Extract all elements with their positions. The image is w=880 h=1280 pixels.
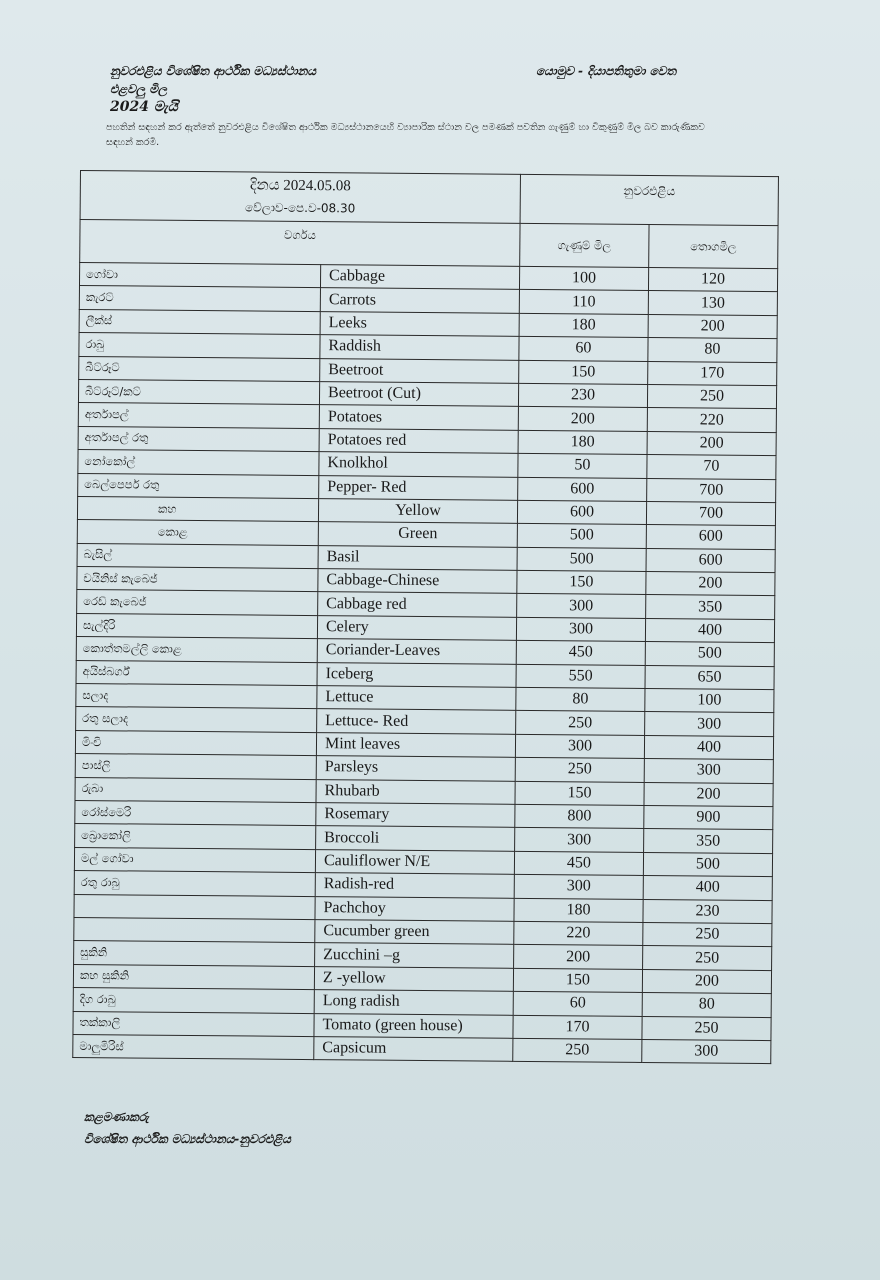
wholesale-price-cell: 300: [645, 712, 774, 737]
buy-price-cell: 110: [519, 290, 648, 315]
vegetable-name-english: Rhubarb: [316, 779, 515, 804]
buy-price-cell: 50: [518, 453, 647, 478]
vegetable-name-sinhala: කහ සුකිනි: [73, 964, 314, 989]
wholesale-price-cell: 250: [643, 946, 772, 971]
wholesale-price-cell: 500: [645, 642, 774, 667]
date-time-cell: [80, 171, 520, 224]
buy-price-cell: 600: [517, 500, 646, 525]
wholesale-price-cell: 400: [645, 618, 774, 643]
vegetable-name-english: Radish-red: [315, 873, 514, 898]
buy-price-cell: 200: [518, 407, 647, 432]
vegetable-name-english: Rosemary: [316, 803, 515, 828]
vegetable-name-english: Long radish: [314, 990, 513, 1015]
wholesale-price-cell: 700: [647, 478, 776, 503]
vegetable-name-sinhala: කහ: [77, 496, 318, 521]
vegetable-name-sinhala: බීට්රූට්: [79, 356, 320, 381]
buy-price-cell: 150: [519, 360, 648, 385]
vegetable-name-sinhala: නෝකෝල්: [78, 450, 319, 475]
wholesale-price-cell: 350: [646, 595, 775, 620]
vegetable-name-sinhala: රාබු: [79, 333, 320, 358]
vegetable-name-english: Yellow: [318, 499, 517, 524]
vegetable-name-english: Raddish: [320, 335, 519, 360]
wholesale-price-cell: 70: [647, 455, 776, 480]
wholesale-price-cell: 650: [645, 665, 774, 690]
report-time: වේලාව-පෙ.ව-08.30: [244, 200, 356, 216]
vegetable-name-english: Pepper- Red: [319, 475, 518, 500]
vegetable-name-english: Lettuce- Red: [317, 709, 516, 734]
buy-price-cell: 450: [514, 851, 643, 876]
buy-price-cell: 60: [519, 337, 648, 362]
vegetable-name-sinhala: බීට්රූට්/කට්: [78, 379, 319, 404]
vegetable-name-sinhala: කැරට්: [79, 286, 320, 311]
vegetable-name-sinhala: අර්තාපල්: [78, 403, 319, 428]
buy-price-cell: 250: [513, 1038, 642, 1063]
wholesale-price-cell: 80: [648, 338, 777, 363]
vegetable-name-sinhala: මිංචි: [75, 730, 316, 755]
vegetable-name-english: Cabbage: [320, 265, 519, 290]
vegetable-name-english: Beetroot: [320, 358, 519, 383]
header-block: [110, 62, 316, 116]
vegetable-name-english: Parsleys: [316, 756, 515, 781]
wholesale-price-cell: 200: [647, 431, 776, 456]
buy-price-cell: 150: [515, 781, 644, 806]
vegetable-name-english: Pachchoy: [315, 896, 514, 921]
buy-price-cell: 150: [517, 570, 646, 595]
vegetable-name-sinhala: සුකිනි: [74, 941, 315, 966]
document-subtitle: එළවලු මිල: [110, 82, 168, 96]
location-header: නුවරඑළිය: [520, 174, 778, 225]
vegetable-name-sinhala: රෙඩ් කැබෙජ්: [77, 590, 318, 615]
wholesale-price-cell: 600: [646, 548, 775, 573]
buy-price-cell: 300: [517, 594, 646, 619]
vegetable-name-sinhala: බැසිල්: [77, 543, 318, 568]
vegetable-name-sinhala: [74, 894, 315, 919]
wholesale-price-header: තොගමිල: [649, 224, 778, 268]
wholesale-price-cell: 80: [642, 993, 771, 1018]
vegetable-name-sinhala: බ්‍රොකෝලි: [75, 824, 316, 849]
buy-price-cell: 150: [513, 968, 642, 993]
wholesale-price-cell: 350: [644, 829, 773, 854]
vegetable-name-english: Celery: [317, 615, 516, 640]
wholesale-price-cell: 200: [646, 572, 775, 597]
table-subheader-row: [80, 220, 778, 269]
buy-price-cell: 600: [518, 477, 647, 502]
wholesale-price-cell: 500: [643, 852, 772, 877]
vegetable-name-english: Basil: [318, 545, 517, 570]
vegetable-name-english: Coriander-Leaves: [317, 639, 516, 664]
wholesale-price-cell: 400: [643, 876, 772, 901]
vegetable-name-sinhala: දිග රාබු: [73, 988, 314, 1013]
buy-price-cell: 60: [513, 991, 642, 1016]
vegetable-name-sinhala: චයිනිස් කැබෙජ්: [77, 567, 318, 592]
buy-price-cell: 500: [517, 547, 646, 572]
vegetable-name-sinhala: ලීක්ස්: [79, 309, 320, 334]
category-header: වර්ගය: [80, 220, 520, 267]
buy-price-cell: 450: [516, 641, 645, 666]
vegetable-name-sinhala: රතු රාබු: [74, 871, 315, 896]
buy-price-cell: 300: [514, 874, 643, 899]
buy-price-cell: 80: [516, 687, 645, 712]
report-period: 2024 මැයි: [110, 99, 178, 115]
wholesale-price-cell: 400: [644, 735, 773, 760]
buy-price-cell: 100: [519, 266, 648, 291]
wholesale-price-cell: 130: [648, 291, 777, 316]
vegetable-name-sinhala: තක්කාලි: [73, 1011, 314, 1036]
vegetable-name-english: Lettuce: [317, 686, 516, 711]
wholesale-price-cell: 230: [643, 899, 772, 924]
buy-price-cell: 200: [514, 945, 643, 970]
vegetable-name-english: Z -yellow: [314, 966, 513, 991]
buy-price-cell: 300: [515, 734, 644, 759]
vegetable-name-english: Carrots: [320, 288, 519, 313]
vegetable-name-english: Mint leaves: [316, 732, 515, 757]
table-row: [73, 1034, 771, 1063]
wholesale-price-cell: 200: [642, 969, 771, 994]
vegetable-name-sinhala: මාලුමිරිස්: [73, 1034, 314, 1059]
wholesale-price-cell: 200: [644, 782, 773, 807]
vegetable-name-sinhala: අයිස්බර්ග්: [76, 660, 317, 685]
wholesale-price-cell: 220: [647, 408, 776, 433]
wholesale-price-cell: 100: [645, 688, 774, 713]
buy-price-cell: 500: [517, 524, 646, 549]
vegetable-name-english: Cucumber green: [315, 920, 514, 945]
buy-price-cell: 230: [518, 383, 647, 408]
vegetable-name-english: Tomato (green house): [314, 1013, 513, 1038]
buy-price-header: ගැණුම් මිල: [520, 223, 649, 267]
wholesale-price-cell: 900: [644, 805, 773, 830]
wholesale-price-cell: 250: [642, 1016, 771, 1041]
report-date: දිනය 2024.05.08: [249, 177, 351, 195]
buy-price-cell: 220: [514, 921, 643, 946]
vegetable-name-english: Zucchini –g: [315, 943, 514, 968]
vegetable-name-english: Cabbage-Chinese: [318, 569, 517, 594]
buy-price-cell: 180: [518, 430, 647, 455]
vegetable-name-sinhala: සලාද: [76, 684, 317, 709]
vegetable-name-sinhala: රෝස්මෙරි: [75, 800, 316, 825]
signatory-institution: විශේෂිත ආර්ථික මධ්‍යස්ථානය-නුවරඑළිය: [84, 1132, 291, 1146]
buy-price-cell: 180: [519, 313, 648, 338]
buy-price-cell: 250: [516, 711, 645, 736]
wholesale-price-cell: 700: [646, 501, 775, 526]
vegetable-name-english: Green: [318, 522, 517, 547]
table-header-row: [80, 171, 778, 226]
wholesale-price-cell: 600: [646, 525, 775, 550]
vegetable-name-english: Cauliflower N/E: [315, 849, 514, 874]
price-table: [72, 170, 779, 1064]
vegetable-name-sinhala: පාස්ලි: [75, 754, 316, 779]
wholesale-price-cell: 250: [643, 922, 772, 947]
vegetable-name-sinhala: රතු සලාද: [76, 707, 317, 732]
vegetable-name-english: Leeks: [320, 311, 519, 336]
vegetable-name-english: Cabbage red: [318, 592, 517, 617]
vegetable-name-sinhala: [74, 917, 315, 942]
vegetable-name-english: Potatoes: [319, 405, 518, 430]
wholesale-price-cell: 250: [647, 384, 776, 409]
vegetable-name-english: Capsicum: [314, 1036, 513, 1061]
buy-price-cell: 180: [514, 898, 643, 923]
vegetable-name-sinhala: සැල්දිරි: [76, 613, 317, 638]
signature-block: [84, 1106, 291, 1150]
vegetable-name-sinhala: කොළ: [77, 520, 318, 545]
vegetable-name-sinhala: බෙල්පෙපර් රතු: [78, 473, 319, 498]
vegetable-name-sinhala: මල් ගෝවා: [74, 847, 315, 872]
institution-name: නුවරඑළිය විශේෂිත ආර්ථික මධ්‍යස්ථානය: [110, 64, 317, 78]
buy-price-cell: 300: [515, 828, 644, 853]
signatory-title: කළමණාකරු: [84, 1110, 149, 1124]
vegetable-name-english: Iceberg: [317, 662, 516, 687]
vegetable-name-english: Beetroot (Cut): [319, 382, 518, 407]
wholesale-price-cell: 170: [648, 361, 777, 386]
wholesale-price-cell: 300: [644, 759, 773, 784]
price-table-wrapper: [72, 170, 779, 1064]
vegetable-name-english: Broccoli: [316, 826, 515, 851]
intro-paragraph: පහතින් සඳහන් කර ඇත්තේ නුවරඑළිය විශේෂිත ආර්ථික මධ්‍යස්ථානයෙහි ව්‍යාපාරික ස්ථාන වල පමණක් පවතින ගැණුම් හා විකුණුම් මිල බව කාරුණිකව සඳහන් කරමි.: [106, 122, 705, 148]
vegetable-name-sinhala: අර්තාපල් රතු: [78, 426, 319, 451]
wholesale-price-cell: 300: [642, 1039, 771, 1064]
buy-price-cell: 800: [515, 804, 644, 829]
vegetable-name-english: Potatoes red: [319, 428, 518, 453]
buy-price-cell: 550: [516, 664, 645, 689]
wholesale-price-cell: 200: [648, 314, 777, 339]
buy-price-cell: 250: [515, 758, 644, 783]
recipient-line: යොමුව - දියාපතිතුමා වෙත: [536, 64, 677, 78]
vegetable-name-sinhala: ගෝවා: [79, 263, 320, 288]
buy-price-cell: 170: [513, 1015, 642, 1040]
wholesale-price-cell: 120: [648, 267, 777, 292]
vegetable-name-sinhala: රුබා: [75, 777, 316, 802]
vegetable-name-sinhala: කොත්තමල්ලි කොළ: [76, 637, 317, 662]
buy-price-cell: 300: [516, 617, 645, 642]
vegetable-name-english: Knolkhol: [319, 452, 518, 477]
